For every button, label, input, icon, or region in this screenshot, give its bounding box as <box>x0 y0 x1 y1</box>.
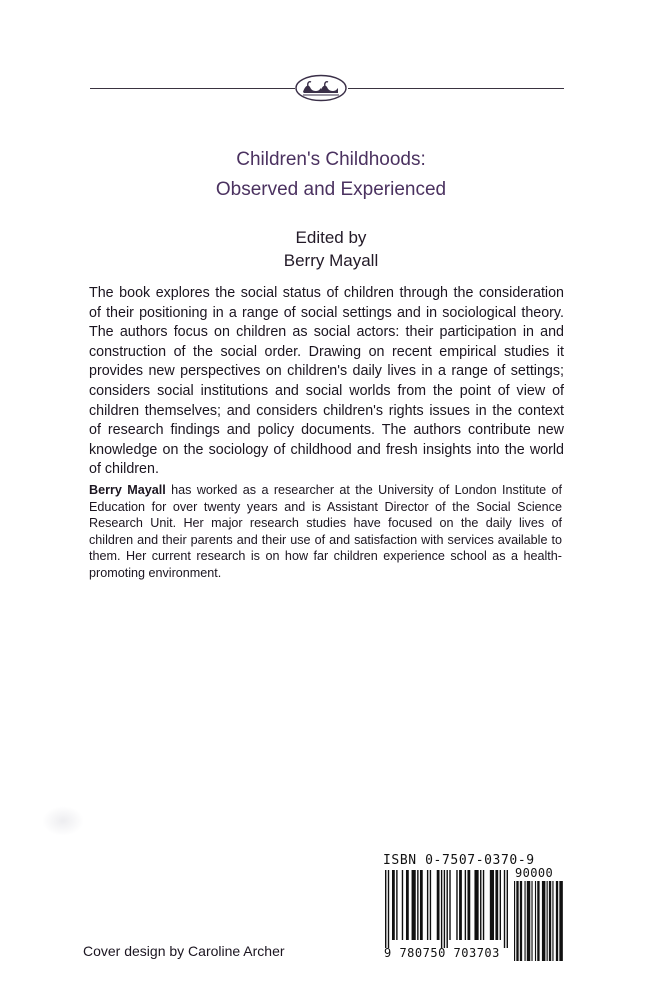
barcode-bar <box>449 870 450 940</box>
header-rule-right <box>348 88 564 89</box>
barcode-bar <box>552 881 553 961</box>
barcode-bar <box>483 870 484 940</box>
barcode-bar <box>465 870 466 940</box>
barcode-bar <box>396 870 397 940</box>
price-addon-barcode <box>514 881 564 961</box>
barcode-bar <box>392 870 395 940</box>
barcode-bar <box>459 870 462 940</box>
barcode-bar <box>542 881 545 961</box>
barcode-bar <box>402 870 403 940</box>
print-smudge <box>42 806 84 836</box>
barcode-bar <box>437 870 440 940</box>
swan-logo-icon <box>294 74 348 102</box>
barcode-bar <box>516 881 518 961</box>
barcode-bar <box>537 881 539 961</box>
author-bio <box>89 482 562 581</box>
barcode-bar <box>467 870 470 940</box>
book-title-line-2: Observed and Experienced <box>215 179 447 200</box>
isbn-label: ISBN 0-7507-0370-9 <box>383 853 535 868</box>
cover-design-credit: Cover design by Caroline Archer <box>83 943 285 959</box>
barcode-bar <box>441 870 442 948</box>
barcode-bar <box>556 881 558 961</box>
barcode-bar <box>520 881 522 961</box>
barcode-bar <box>444 870 445 948</box>
barcode-bar <box>385 870 386 948</box>
editor-name: Berry Mayall <box>283 251 379 270</box>
barcode-bar <box>531 881 532 961</box>
price-addon-number: 90000 <box>515 866 554 880</box>
barcode-bar <box>547 881 548 961</box>
barcode-bar <box>527 881 530 961</box>
barcode-bar <box>406 870 409 940</box>
barcode-bar <box>535 881 536 961</box>
barcode-bar <box>524 881 525 961</box>
barcode-bar <box>495 870 498 940</box>
edited-by-label: Edited by <box>295 228 367 247</box>
barcode-bar <box>474 870 478 940</box>
book-description: The book explores the social status of children through the consideration of their positioning in a range of social settings and in sociological theory. The authors focus on children as social actors: their participation in and construction of the social order. Drawing on recent empirical studies it provides new perspectives on children's daily lives in a range of settings; considers social institutions and social worlds from the point of view of children themselves; and considers children's rights issues in the context of research findings and policy documents. The authors contribute new knowledge on the sociology of childhood and fresh insights into the world of children. <box>89 285 564 478</box>
book-title-line-1: Children's Childhoods: <box>236 149 426 170</box>
barcode-bar <box>500 870 501 940</box>
barcode-bar <box>490 870 494 940</box>
barcode-bar <box>447 870 448 948</box>
barcode-bar <box>388 870 389 948</box>
barcode-bar <box>456 870 457 940</box>
barcode-bar <box>417 870 418 940</box>
barcode-bar <box>504 870 505 948</box>
barcode-bar <box>549 881 551 961</box>
barcode-bar <box>427 870 428 940</box>
barcode-bar <box>412 870 416 940</box>
author-bio-text: has worked as a researcher at the University of London Institute of Education for over twenty years and is Assistant Director of the Social Science Research Unit. Her major research studies have focused on the daily lives of children and their parents and their use of and satisfaction with services available to them. Her current research is on how far children experience school as a health-promoting environment. <box>89 483 562 580</box>
barcode-bar <box>480 870 481 940</box>
barcode-image <box>385 870 508 948</box>
barcode-bar <box>430 870 431 940</box>
author-bio-name: Berry Mayall <box>89 483 166 497</box>
barcode-number: 9 780750 703703 <box>384 946 500 960</box>
barcode-bar <box>507 870 508 948</box>
header-rule-left <box>90 88 295 89</box>
barcode-bar <box>559 881 562 961</box>
barcode-bar <box>420 870 423 940</box>
barcode-bar <box>514 881 515 961</box>
